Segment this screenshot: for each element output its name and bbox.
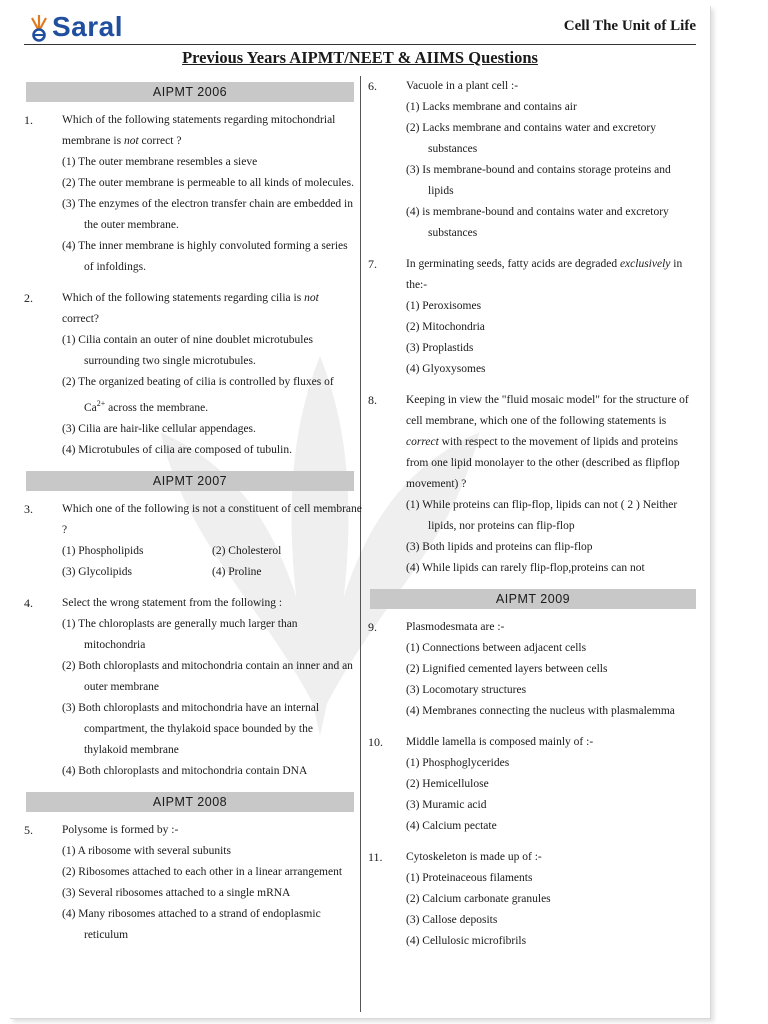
option-2: (2) Ribosomes attached to each other in a linear arrangement — [62, 865, 343, 878]
question-stem: In germinating seeds, fatty acids are degraded exclusively in the:- — [406, 258, 683, 291]
question-number: 10. — [368, 735, 383, 749]
option-2: (2) Cholesterol — [212, 544, 282, 557]
logo-text: Saral — [52, 11, 123, 42]
left-column — [24, 76, 362, 956]
section-header-aipmt-2008: AIPMT 2008 — [26, 792, 354, 812]
question-stem: Which of the following statements regarding cilia is not correct? — [62, 292, 319, 325]
option-4: (4) Microtubules of cilia are composed of tubulin. — [62, 443, 292, 456]
right-column — [368, 76, 696, 962]
question-stem: Cytoskeleton is made up of :- — [406, 851, 542, 863]
option-3: (3) Is membrane-bound and contains storage proteins and lipids — [406, 164, 671, 197]
question-3 — [24, 499, 362, 583]
question-stem: Plasmodesmata are :- — [406, 621, 505, 633]
option-1: (1) Connections between adjacent cells — [406, 642, 587, 654]
option-2: (2) The organized beating of cilia is controlled by fluxes of $Ca^{2+}$ across the membrane. — [62, 376, 334, 414]
question-stem: Middle lamella is composed mainly of :- — [406, 736, 594, 748]
question-stem: Which of the following statements regarding mitochondrial membrane is not correct ? — [62, 114, 336, 147]
option-1: (1) Phosphoglycerides — [406, 757, 510, 769]
option-1: (1) Proteinaceous filaments — [406, 872, 533, 884]
question-2 — [24, 288, 354, 461]
question-5 — [24, 820, 354, 946]
option-4: (4) Proline — [212, 565, 262, 578]
option-1: (1) Lacks membrane and contains air — [406, 101, 577, 113]
question-number: 8. — [368, 393, 377, 407]
option-3: (3) The enzymes of the electron transfer chain are embedded in the outer membrane. — [62, 198, 353, 231]
page-title: Previous Years AIPMT/NEET & AIIMS Questions — [182, 48, 538, 67]
question-10 — [368, 732, 696, 837]
option-2: (2) Lignified cemented layers between cells — [406, 663, 608, 675]
saral-logo-icon — [26, 11, 52, 43]
question-stem: Select the wrong statement from the following : — [62, 596, 283, 609]
option-3: (3) Several ribosomes attached to a single mRNA — [62, 886, 291, 899]
option-4: (4) The inner membrane is highly convoluted forming a series of infoldings. — [62, 240, 348, 273]
question-number: 4. — [24, 595, 33, 610]
option-2: (2) Lacks membrane and contains water and excretory substances — [406, 122, 657, 155]
option-4: (4) While lipids can rarely flip-flop,proteins can not — [406, 562, 645, 574]
option-3: (3) Locomotary structures — [406, 684, 527, 696]
option-3: (3) Glycolipids — [62, 565, 132, 578]
question-8 — [368, 390, 696, 579]
question-number: 2. — [24, 291, 33, 305]
option-3: (3) Cilia are hair-like cellular appendages. — [62, 422, 256, 435]
option-2: (2) The outer membrane is permeable to all kinds of molecules. — [62, 177, 354, 189]
saral-logo — [26, 10, 123, 44]
option-4: (4) Both chloroplasts and mitochondria contain DNA — [62, 764, 308, 777]
question-number: 9. — [368, 620, 377, 634]
question-number: 6. — [368, 79, 377, 93]
question-stem: Vacuole in a plant cell :- — [406, 80, 519, 92]
option-1: (1) The outer membrane resembles a sieve — [62, 156, 258, 168]
section-header-aipmt-2006: AIPMT 2006 — [26, 82, 354, 102]
option-3: (3) Both chloroplasts and mitochondria have an internal compartment, the thylakoid space bounded by the thylakoid membrane — [62, 701, 320, 756]
option-2: (2) Calcium carbonate granules — [406, 893, 551, 905]
option-1: (1) A ribosome with several subunits — [62, 844, 231, 857]
question-number: 3. — [24, 501, 33, 516]
option-2: (2) Mitochondria — [406, 321, 485, 333]
option-1: (1) The chloroplasts are generally much larger than mitochondria — [62, 617, 298, 651]
option-4: (4) Calcium pectate — [406, 820, 497, 832]
question-4 — [24, 593, 354, 782]
section-header-aipmt-2009: AIPMT 2009 — [370, 589, 696, 609]
question-number: 5. — [24, 822, 33, 837]
option-4: (4) Cellulosic microfibrils — [406, 935, 527, 947]
chapter-title: Cell The Unit of Life — [563, 18, 696, 34]
option-2: (2) Both chloroplasts and mitochondria contain an inner and an outer membrane — [62, 659, 353, 693]
question-11 — [368, 847, 696, 952]
question-7 — [368, 254, 696, 380]
option-3: (3) Callose deposits — [406, 914, 498, 926]
option-1: (1) While proteins can flip-flop, lipids can not ( 2 ) Neither lipids, nor proteins can flip-flop — [406, 499, 678, 532]
question-stem: Polysome is formed by :- — [62, 823, 179, 836]
option-4: (4) Glyoxysomes — [406, 363, 486, 375]
option-3: (3) Proplastids — [406, 342, 474, 354]
question-number: 7. — [368, 257, 377, 271]
document-page — [10, 6, 711, 1019]
option-1: (1) Peroxisomes — [406, 300, 482, 312]
option-2: (2) Hemicellulose — [406, 778, 489, 790]
header-divider — [24, 44, 696, 45]
question-number: 11. — [368, 850, 383, 864]
question-number: 1. — [24, 113, 33, 127]
option-1: (1) Phospholipids — [62, 544, 144, 557]
option-4: (4) Many ribosomes attached to a strand of endoplasmic reticulum — [62, 907, 321, 941]
section-header-aipmt-2007: AIPMT 2007 — [26, 471, 354, 491]
question-9 — [368, 617, 696, 722]
option-3: (3) Muramic acid — [406, 799, 487, 811]
question-stem: Which one of the following is not a constituent of cell membrane ? — [62, 502, 362, 536]
question-stem: Keeping in view the "fluid mosaic model" for the structure of cell membrane, which one of the following statements is correct with respect to the movement of lipids and proteins from one lipid monolayer to the other (described as flipflop movement) ? — [406, 394, 689, 490]
option-1: (1) Cilia contain an outer of nine doublet microtubules surrounding two single microtubules. — [62, 334, 314, 367]
question-6 — [368, 76, 696, 244]
option-3: (3) Both lipids and proteins can flip-flop — [406, 541, 593, 553]
question-1 — [24, 110, 354, 278]
option-4: (4) is membrane-bound and contains water and excretory substances — [406, 206, 669, 239]
option-4: (4) Membranes connecting the nucleus with plasmalemma — [406, 705, 675, 717]
